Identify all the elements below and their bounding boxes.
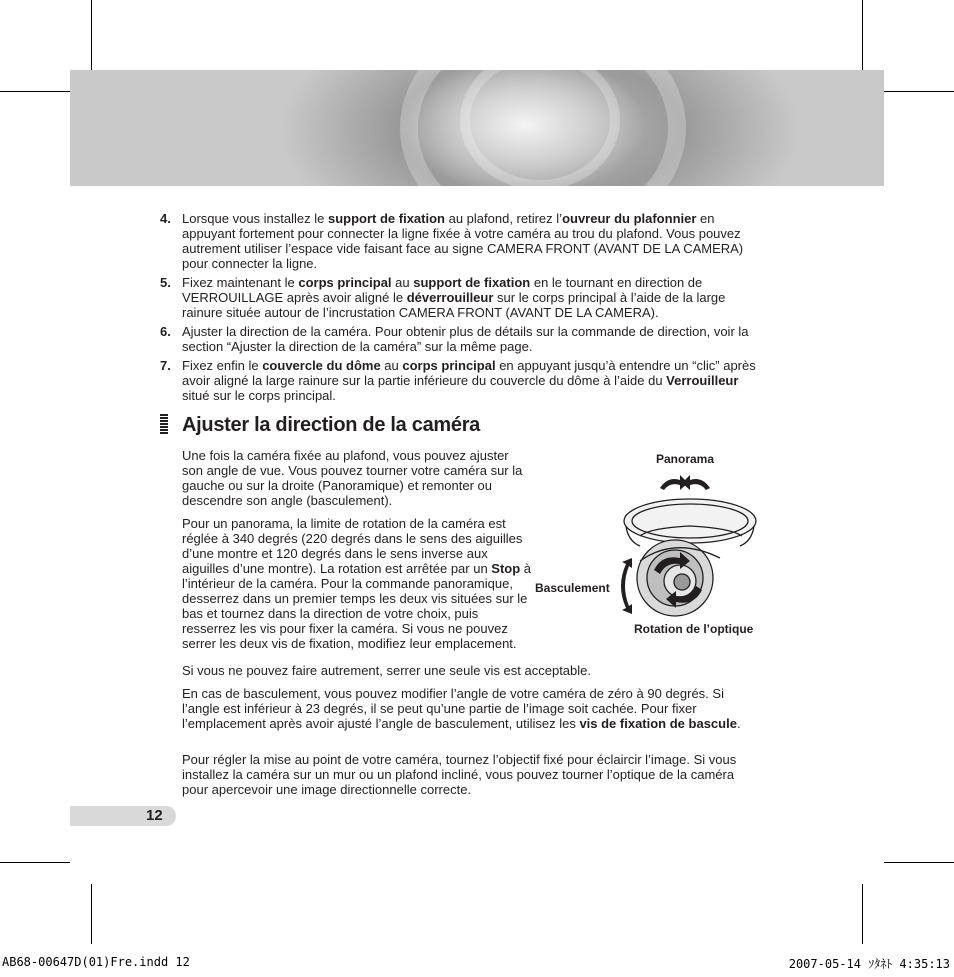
panorama-arrows-icon xyxy=(660,475,710,490)
step-text-bold: Verrouilleur xyxy=(666,373,739,388)
step-item xyxy=(160,211,760,271)
tilt-arrow-icon xyxy=(621,558,632,614)
paragraph-tilt: En cas de basculement, vous pouvez modifier l’angle de votre caméra de zéro à 90 degrés. Si l’angle est inférieur à 23 degrés, il se peut qu’une partie de l’image soit cachée. Pour fixer l’emplacement après avoir ajusté l’angle de basculement, utilisez les vis de fixation de bascule. xyxy=(182,686,741,731)
crop-mark xyxy=(0,91,70,92)
dome-camera-illustration xyxy=(610,466,760,626)
paragraph-panorama-note: Si vous ne pouvez faire autrement, serrer une seule vis est acceptable. xyxy=(182,663,591,678)
step-text: Lorsque vous installez le xyxy=(182,211,328,226)
step-text-bold: corps principal xyxy=(402,358,496,373)
crop-mark xyxy=(0,862,70,863)
step-text: au xyxy=(391,275,414,290)
step-text-bold: ouvreur du plafonnier xyxy=(562,211,697,226)
step-item xyxy=(160,275,760,320)
crop-mark xyxy=(862,0,863,70)
step-text: en appuyant jusqu’à entendre un “clic” après avoir aligné la large rainure sur la partie inférieure du couvercle du dôme à l’aide du xyxy=(182,358,756,388)
header-banner-image xyxy=(70,70,884,186)
installation-steps xyxy=(160,211,760,407)
crop-mark xyxy=(91,884,92,944)
step-text: au plafond, retirez l’ xyxy=(444,211,563,226)
step-text-bold: couvercle du dôme xyxy=(262,358,381,373)
section-title xyxy=(160,414,480,437)
print-footer-left: AB68-00647D(01)Fre.indd 12 xyxy=(2,955,190,969)
section-marker-icon xyxy=(160,414,168,434)
figure-label-basculement: Basculement xyxy=(535,581,610,595)
section-title-text: Ajuster la direction de la caméra xyxy=(182,414,481,436)
step-number: 7. xyxy=(160,358,171,373)
step-text-bold: déverrouilleur xyxy=(406,290,494,305)
print-footer-right: 2007-05-14 ｿﾀﾈﾄ 4:35:13 xyxy=(788,957,950,971)
crop-mark xyxy=(91,0,92,70)
figure-label-panorama: Panorama xyxy=(656,452,715,466)
step-text: situé sur le corps principal. xyxy=(182,388,336,403)
dome-housing-icon xyxy=(624,499,756,546)
step-number: 5. xyxy=(160,275,171,290)
step-text: en appuyant fortement pour connecter la ligne fixée à votre caméra au trou du plafond. Vous pouvez autrement utiliser l’espace vide faisant face au signe CAMERA FRONT (AVANT DE LA CAMERA) pour connecter la ligne. xyxy=(182,211,744,271)
paragraph-focus: Pour régler la mise au point de votre caméra, tournez l’objectif fixé pour éclaircir l’image. Si vous installez la caméra sur un mur ou un plafond incliné, vous pouvez tourner l’optique de la caméra pour apercevoir une image directionnelle correcte. xyxy=(182,752,737,797)
crop-mark xyxy=(862,884,863,944)
paragraph-panorama: Pour un panorama, la limite de rotation de la caméra est réglée à 340 degrés (220 degrés dans le sens des aiguilles d’une montre et 120 degrés dans le sens inverse aux aiguilles d’une montre). La rotation est arrêtée par un Stop à l’intérieur de la caméra. Pour la commande panoramique, desserrez dans un premier temps les deux vis situées sur le bas et tournez dans la direction de votre choix, puis resserrez les vis pour fixer la caméra. Si vous ne pouvez serrer les deux vis de fixation, modifiez leur emplacement. xyxy=(182,516,532,651)
step-text: Fixez enfin le xyxy=(182,358,263,373)
step-text: Ajuster la direction de la caméra. Pour obtenir plus de détails sur la commande de direction, voir la section “Ajuster la direction de la caméra” sur la même page. xyxy=(182,324,749,354)
step-text: Fixez maintenant le xyxy=(182,275,299,290)
step-text: au xyxy=(380,358,403,373)
step-text: en le tournant en direction de VERROUILLAGE après avoir aligné le xyxy=(182,275,703,305)
step-text: sur le corps principal à l’aide de la large rainure située autour de l’incrustation CAMERA FRONT (AVANT DE LA CAMERA). xyxy=(182,290,726,320)
crop-mark xyxy=(884,91,954,92)
crop-mark xyxy=(884,862,954,863)
page-number: 12 xyxy=(146,807,163,824)
step-number: 6. xyxy=(160,324,171,339)
camera-module-icon xyxy=(637,540,720,616)
step-text-bold: corps principal xyxy=(298,275,392,290)
step-text-bold: support de fixation xyxy=(327,211,445,226)
step-item xyxy=(160,358,760,403)
step-text-bold: support de fixation xyxy=(413,275,531,290)
step-item xyxy=(160,324,760,354)
step-number: 4. xyxy=(160,211,171,226)
figure-label-rotation: Rotation de l’optique xyxy=(634,622,754,636)
paragraph-intro: Une fois la caméra fixée au plafond, vous pouvez ajuster son angle de vue. Vous pouvez tourner votre caméra sur la gauche ou sur la droite (Panoramique) et remonter ou descendre son angle (basculement). xyxy=(182,448,523,508)
